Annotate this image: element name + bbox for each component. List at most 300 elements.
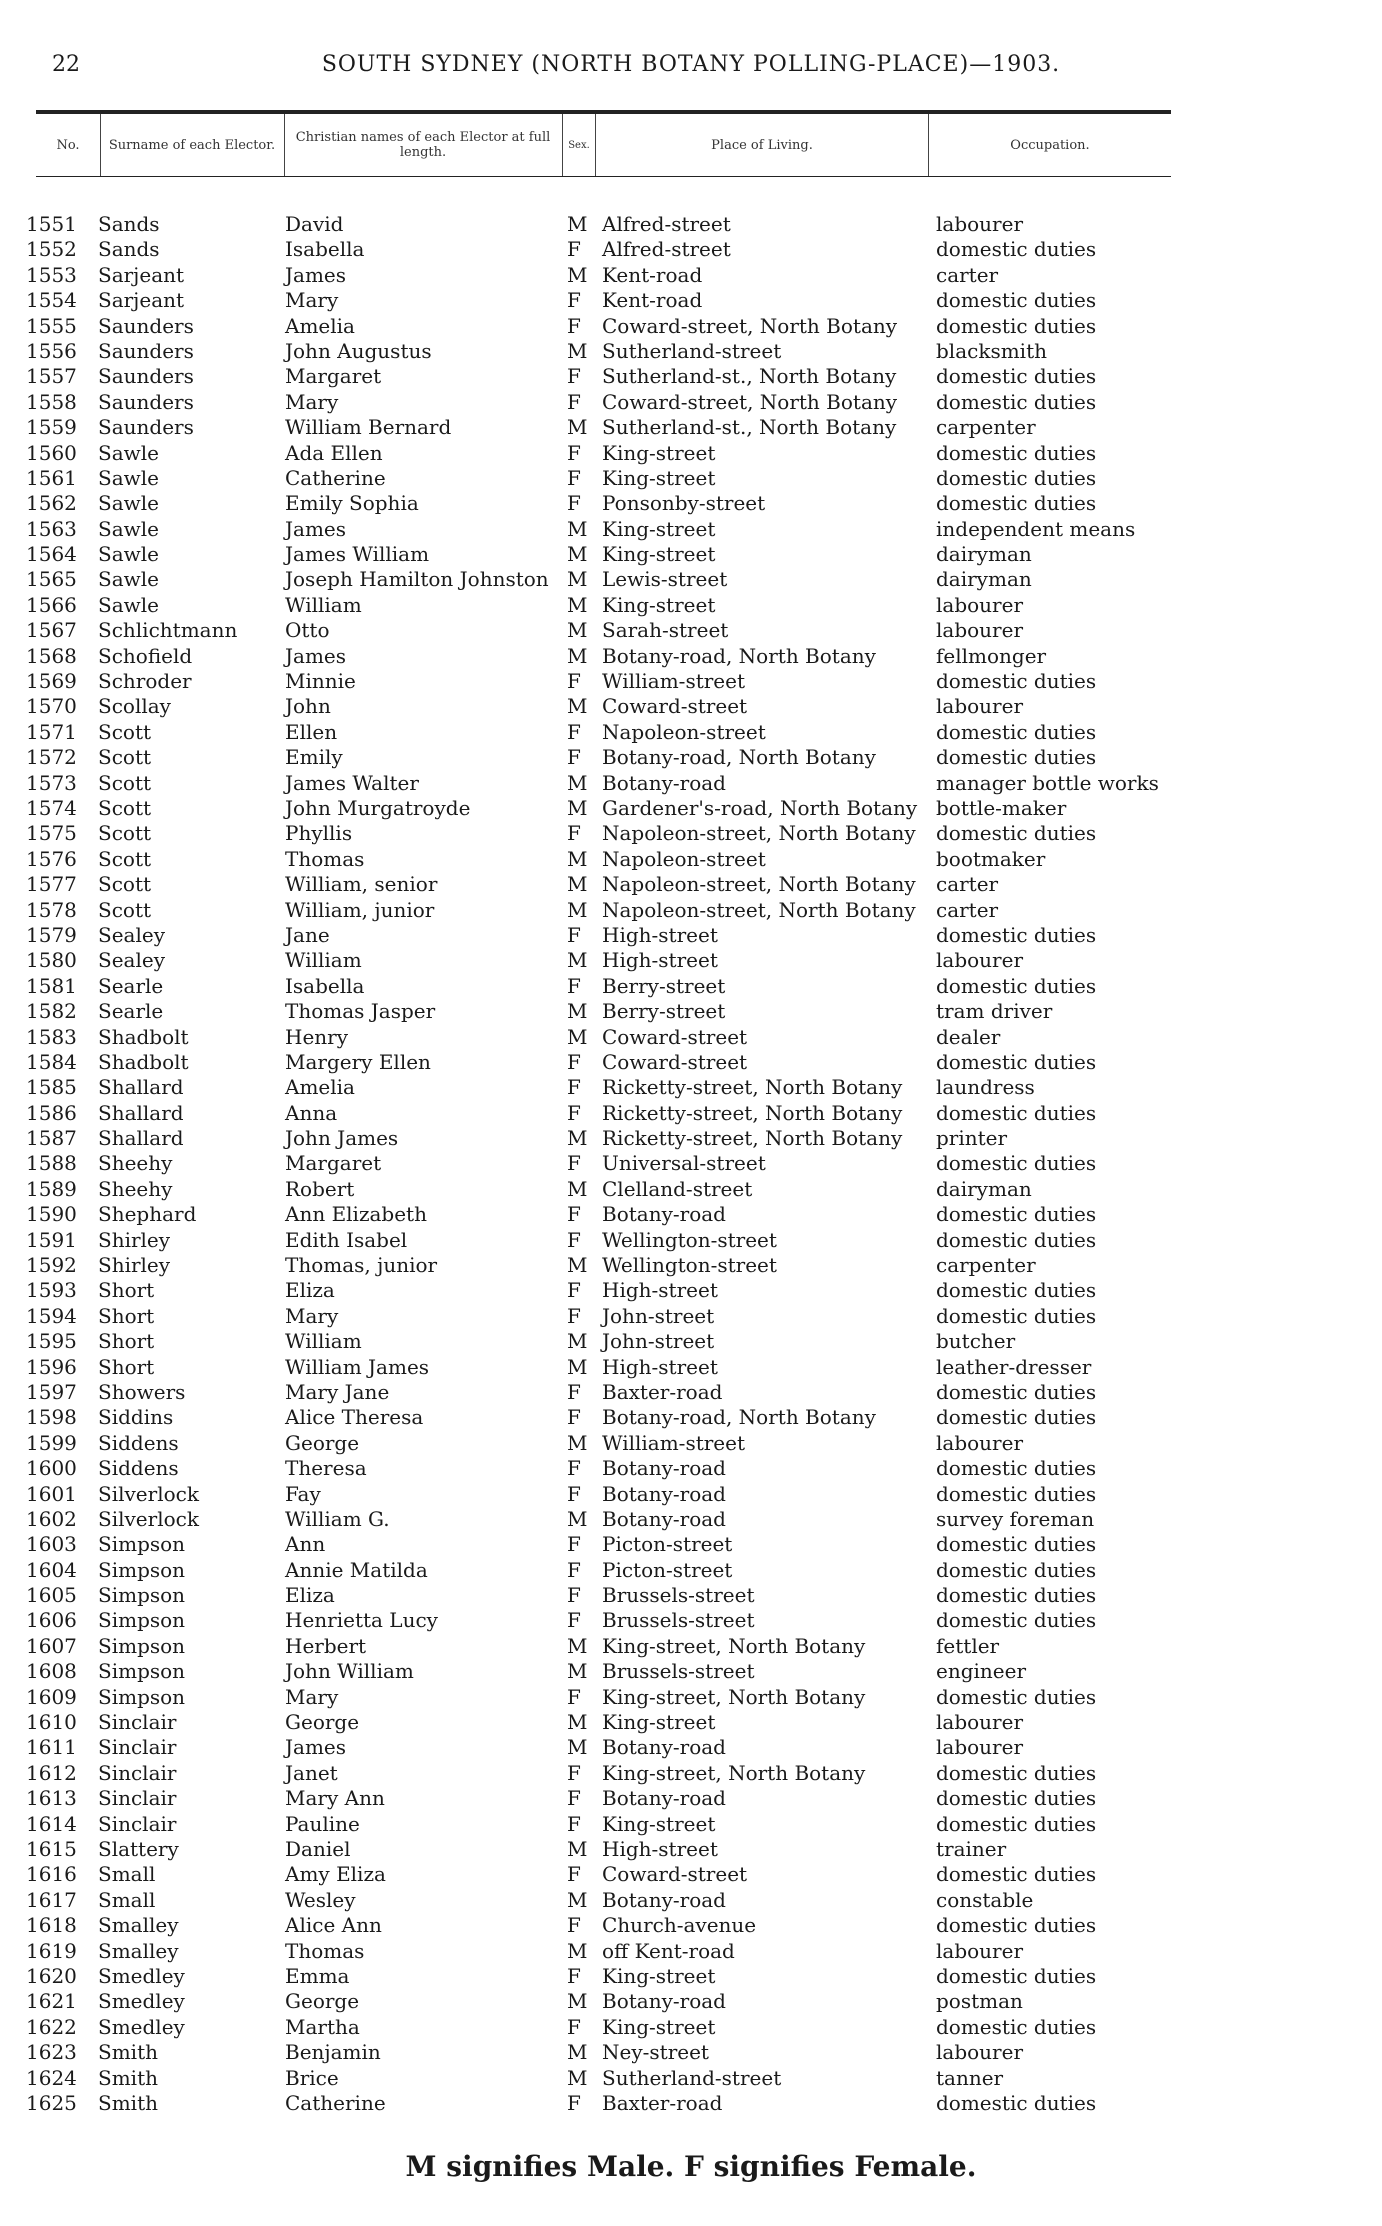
place-of-living: Picton-street xyxy=(602,1557,733,1582)
surname: Searle xyxy=(98,999,164,1024)
christian-names: Theresa xyxy=(285,1456,367,1481)
table-row xyxy=(0,1075,1382,1100)
sex: F xyxy=(567,1405,581,1430)
christian-names: Henry xyxy=(285,1024,349,1049)
sex: F xyxy=(567,1684,581,1709)
occupation: labourer xyxy=(936,1938,1024,1963)
place-of-living: Napoleon-street, North Botany xyxy=(602,872,916,897)
place-of-living: Botany-road xyxy=(602,1506,726,1531)
place-of-living: Sutherland-st., North Botany xyxy=(602,364,897,389)
christian-names: Robert xyxy=(285,1176,355,1201)
table-row xyxy=(0,1685,1382,1710)
elector-number: 1592 xyxy=(26,1253,77,1278)
occupation: carpenter xyxy=(936,1253,1036,1278)
surname: Sealey xyxy=(98,948,165,973)
sex: M xyxy=(567,542,588,567)
place-of-living: Napoleon-street, North Botany xyxy=(602,897,916,922)
sex: M xyxy=(567,999,588,1024)
place-of-living: Sutherland-street xyxy=(602,2065,782,2090)
surname: Sawle xyxy=(98,465,159,490)
table-row xyxy=(0,898,1382,923)
sex: M xyxy=(567,1989,588,2014)
elector-number: 1595 xyxy=(26,1329,77,1354)
table-row xyxy=(0,1482,1382,1507)
elector-number: 1612 xyxy=(26,1760,77,1785)
table-row xyxy=(0,466,1382,491)
table-row xyxy=(0,669,1382,694)
sex: M xyxy=(567,516,588,541)
sex: M xyxy=(567,795,588,820)
table-row xyxy=(0,923,1382,948)
occupation: domestic duties xyxy=(936,1227,1097,1252)
sex: F xyxy=(567,364,581,389)
place-of-living: King-street xyxy=(602,1710,716,1735)
christian-names: Mary xyxy=(285,288,339,313)
surname: Siddens xyxy=(98,1456,179,1481)
place-of-living: Clelland-street xyxy=(602,1176,753,1201)
occupation: blacksmith xyxy=(936,338,1047,363)
occupation: domestic duties xyxy=(936,1786,1097,1811)
christian-names: Ann xyxy=(285,1532,326,1557)
place-of-living: King-street xyxy=(602,592,716,617)
occupation: domestic duties xyxy=(936,745,1097,770)
sex: F xyxy=(567,1608,581,1633)
christian-names: Thomas, junior xyxy=(285,1253,438,1278)
occupation: carter xyxy=(936,262,999,287)
place-of-living: High-street xyxy=(602,922,718,947)
elector-number: 1558 xyxy=(26,389,77,414)
elector-number: 1551 xyxy=(26,212,77,236)
occupation: dealer xyxy=(936,1024,1001,1049)
christian-names: Mary xyxy=(285,1684,339,1709)
place-of-living: King-street xyxy=(602,440,716,465)
table-row xyxy=(0,2040,1382,2065)
table-row xyxy=(0,1964,1382,1989)
sex: F xyxy=(567,1202,581,1227)
place-of-living: Wellington-street xyxy=(602,1227,777,1252)
surname: Sands xyxy=(98,237,160,262)
occupation: manager bottle works xyxy=(936,770,1159,795)
elector-number: 1603 xyxy=(26,1532,77,1557)
table-row xyxy=(0,1939,1382,1964)
occupation: engineer xyxy=(936,1659,1027,1684)
occupation: domestic duties xyxy=(936,1608,1097,1633)
place-of-living: King-street, North Botany xyxy=(602,1684,866,1709)
occupation: domestic duties xyxy=(936,922,1097,947)
place-of-living: Berry-street xyxy=(602,999,726,1024)
surname: Smedley xyxy=(98,2014,185,2039)
occupation: labourer xyxy=(936,1430,1024,1455)
elector-number: 1625 xyxy=(26,2090,77,2115)
surname: Saunders xyxy=(98,313,194,338)
elector-number: 1556 xyxy=(26,338,77,363)
occupation: postman xyxy=(936,1989,1023,2014)
table-row xyxy=(0,1050,1382,1075)
christian-names: Fay xyxy=(285,1481,321,1506)
occupation: dairyman xyxy=(936,567,1032,592)
surname: Short xyxy=(98,1354,155,1379)
page-number: 22 xyxy=(52,52,80,77)
occupation: printer xyxy=(936,1126,1008,1151)
sex: M xyxy=(567,1938,588,1963)
occupation: fettler xyxy=(936,1633,1000,1658)
christian-names: Thomas xyxy=(285,846,365,871)
christian-names: Margaret xyxy=(285,1151,382,1176)
place-of-living: Botany-road xyxy=(602,770,726,795)
sex: M xyxy=(567,618,588,643)
surname: Shephard xyxy=(98,1202,197,1227)
place-of-living: Brussels-street xyxy=(602,1608,755,1633)
surname: Scollay xyxy=(98,694,171,719)
christian-names: John Augustus xyxy=(285,338,432,363)
place-of-living: Botany-road xyxy=(602,1202,726,1227)
christian-names: Anna xyxy=(285,1100,338,1125)
occupation: survey foreman xyxy=(936,1506,1095,1531)
table-row xyxy=(0,872,1382,897)
place-of-living: off Kent-road xyxy=(602,1938,735,1963)
surname: Sarjeant xyxy=(98,262,185,287)
elector-number: 1621 xyxy=(26,1989,77,2014)
sex: F xyxy=(567,1862,581,1887)
place-of-living: King-street xyxy=(602,2014,716,2039)
occupation: labourer xyxy=(936,618,1024,643)
elector-number: 1619 xyxy=(26,1938,77,1963)
elector-number: 1606 xyxy=(26,1608,77,1633)
sex: F xyxy=(567,1456,581,1481)
table-row xyxy=(0,1659,1382,1684)
occupation: tanner xyxy=(936,2065,1004,2090)
elector-number: 1566 xyxy=(26,592,77,617)
christian-names: Eliza xyxy=(285,1278,335,1303)
surname: Shirley xyxy=(98,1227,171,1252)
christian-names: Emma xyxy=(285,1963,350,1988)
surname: Sinclair xyxy=(98,1735,177,1760)
christian-names: Thomas Jasper xyxy=(285,999,436,1024)
place-of-living: Napoleon-street xyxy=(602,719,766,744)
table-row xyxy=(0,491,1382,516)
place-of-living: Botany-road xyxy=(602,1735,726,1760)
sex: F xyxy=(567,1583,581,1608)
table-row xyxy=(0,1431,1382,1456)
table-row xyxy=(0,593,1382,618)
surname: Saunders xyxy=(98,338,194,363)
christian-names: William, junior xyxy=(285,897,435,922)
table-row xyxy=(0,618,1382,643)
table-row xyxy=(0,1202,1382,1227)
christian-names: Ann Elizabeth xyxy=(285,1202,427,1227)
elector-number: 1596 xyxy=(26,1354,77,1379)
surname: Sinclair xyxy=(98,1760,177,1785)
place-of-living: Botany-road xyxy=(602,1786,726,1811)
surname: Smedley xyxy=(98,1989,185,2014)
elector-number: 1623 xyxy=(26,2040,77,2065)
sex: F xyxy=(567,821,581,846)
christian-names: Amelia xyxy=(285,313,355,338)
surname: Smedley xyxy=(98,1963,185,1988)
place-of-living: King-street xyxy=(602,465,716,490)
sex: F xyxy=(567,922,581,947)
occupation: domestic duties xyxy=(936,2014,1097,2039)
place-of-living: Ricketty-street, North Botany xyxy=(602,1126,903,1151)
sex: F xyxy=(567,1481,581,1506)
christian-names: William, senior xyxy=(285,872,438,897)
table-row xyxy=(0,1558,1382,1583)
elector-number: 1607 xyxy=(26,1633,77,1658)
occupation: labourer xyxy=(936,948,1024,973)
table-row xyxy=(0,821,1382,846)
table-row xyxy=(0,441,1382,466)
occupation: carpenter xyxy=(936,415,1036,440)
elector-number: 1561 xyxy=(26,465,77,490)
sex: M xyxy=(567,643,588,668)
elector-number: 1594 xyxy=(26,1303,77,1328)
table-row xyxy=(0,1177,1382,1202)
surname: Scott xyxy=(98,719,152,744)
christian-names: John xyxy=(285,694,331,719)
christian-names: Edith Isabel xyxy=(285,1227,408,1252)
table-row xyxy=(0,2015,1382,2040)
sex: M xyxy=(567,1329,588,1354)
christian-names: Benjamin xyxy=(285,2040,381,2065)
occupation: independent means xyxy=(936,516,1136,541)
occupation: domestic duties xyxy=(936,1963,1097,1988)
place-of-living: John-street xyxy=(602,1329,715,1354)
occupation: domestic duties xyxy=(936,821,1097,846)
christian-names: Joseph Hamilton Johnston xyxy=(285,567,549,592)
elector-number: 1622 xyxy=(26,2014,77,2039)
elector-number: 1553 xyxy=(26,262,77,287)
christian-names: John William xyxy=(285,1659,414,1684)
sex: F xyxy=(567,669,581,694)
surname: Sinclair xyxy=(98,1811,177,1836)
sex: F xyxy=(567,1811,581,1836)
occupation: domestic duties xyxy=(936,237,1097,262)
table-row xyxy=(0,1228,1382,1253)
sex: M xyxy=(567,1430,588,1455)
elector-number: 1605 xyxy=(26,1583,77,1608)
header-bottom-rule xyxy=(36,176,1171,177)
surname: Sawle xyxy=(98,592,159,617)
christian-names: Brice xyxy=(285,2065,339,2090)
elector-number: 1563 xyxy=(26,516,77,541)
table-row xyxy=(0,1025,1382,1050)
place-of-living: High-street xyxy=(602,1354,718,1379)
table-row xyxy=(0,237,1382,262)
place-of-living: Kent-road xyxy=(602,288,703,313)
place-of-living: King-street xyxy=(602,1811,716,1836)
christian-names: William xyxy=(285,592,362,617)
elector-number: 1573 xyxy=(26,770,77,795)
surname: Simpson xyxy=(98,1557,186,1582)
sex: M xyxy=(567,1506,588,1531)
table-row xyxy=(0,1989,1382,2014)
elector-number: 1615 xyxy=(26,1837,77,1861)
christian-names: James Walter xyxy=(285,770,419,795)
place-of-living: Church-avenue xyxy=(602,1913,757,1938)
table-row xyxy=(0,1278,1382,1303)
surname: Shallard xyxy=(98,1126,184,1151)
surname: Smith xyxy=(98,2040,158,2065)
table-row xyxy=(0,1304,1382,1329)
surname: Small xyxy=(98,1887,156,1912)
christian-names: James xyxy=(285,643,347,668)
column-divider xyxy=(928,114,929,176)
table-row xyxy=(0,745,1382,770)
table-row xyxy=(0,1786,1382,1811)
place-of-living: Napoleon-street, North Botany xyxy=(602,821,916,846)
elector-number: 1580 xyxy=(26,948,77,973)
surname: Schroder xyxy=(98,669,192,694)
elector-number: 1620 xyxy=(26,1963,77,1988)
table-row xyxy=(0,364,1382,389)
elector-number: 1574 xyxy=(26,795,77,820)
sex: F xyxy=(567,719,581,744)
christian-names: Eliza xyxy=(285,1583,335,1608)
elector-number: 1611 xyxy=(26,1735,77,1760)
christian-names: David xyxy=(285,212,344,236)
sex: F xyxy=(567,440,581,465)
place-of-living: Gardener's-road, North Botany xyxy=(602,795,918,820)
sex: F xyxy=(567,1557,581,1582)
occupation: domestic duties xyxy=(936,491,1097,516)
surname: Showers xyxy=(98,1379,186,1404)
elector-number: 1581 xyxy=(26,973,77,998)
elector-number: 1602 xyxy=(26,1506,77,1531)
christian-names: Henrietta Lucy xyxy=(285,1608,438,1633)
christian-names: Emily Sophia xyxy=(285,491,419,516)
elector-number: 1575 xyxy=(26,821,77,846)
table-row xyxy=(0,1405,1382,1430)
christian-names: Isabella xyxy=(285,973,365,998)
elector-number: 1624 xyxy=(26,2065,77,2090)
occupation: labourer xyxy=(936,1735,1024,1760)
sex: F xyxy=(567,1278,581,1303)
surname: Scott xyxy=(98,821,152,846)
table-row xyxy=(0,694,1382,719)
elector-number: 1600 xyxy=(26,1456,77,1481)
place-of-living: Universal-street xyxy=(602,1151,766,1176)
table-row xyxy=(0,1532,1382,1557)
table-row xyxy=(0,974,1382,999)
place-of-living: Ricketty-street, North Botany xyxy=(602,1075,903,1100)
christian-names: Margery Ellen xyxy=(285,1049,431,1074)
place-of-living: Coward-street xyxy=(602,1862,748,1887)
sex: M xyxy=(567,338,588,363)
christian-names: Amy Eliza xyxy=(285,1862,386,1887)
christian-names: Ellen xyxy=(285,719,338,744)
elector-number: 1576 xyxy=(26,846,77,871)
table-row xyxy=(0,1862,1382,1887)
column-divider xyxy=(284,114,285,176)
christian-names: George xyxy=(285,1710,360,1735)
sex: M xyxy=(567,1253,588,1278)
elector-number: 1613 xyxy=(26,1786,77,1811)
occupation: labourer xyxy=(936,1710,1024,1735)
occupation: domestic duties xyxy=(936,1049,1097,1074)
place-of-living: Botany-road, North Botany xyxy=(602,1405,876,1430)
christian-names: Martha xyxy=(285,2014,360,2039)
surname: Sawle xyxy=(98,440,159,465)
place-of-living: Sutherland-street xyxy=(602,338,782,363)
place-of-living: King-street, North Botany xyxy=(602,1633,866,1658)
header-occupation: Occupation. xyxy=(1010,137,1090,153)
table-row xyxy=(0,567,1382,592)
elector-number: 1587 xyxy=(26,1126,77,1151)
surname: Smith xyxy=(98,2065,158,2090)
elector-number: 1586 xyxy=(26,1100,77,1125)
elector-number: 1584 xyxy=(26,1049,77,1074)
sex: F xyxy=(567,1786,581,1811)
surname: Sarjeant xyxy=(98,288,185,313)
place-of-living: John-street xyxy=(602,1303,715,1328)
surname: Smalley xyxy=(98,1938,179,1963)
table-row xyxy=(0,1634,1382,1659)
christian-names: George xyxy=(285,1989,360,2014)
occupation: domestic duties xyxy=(936,719,1097,744)
christian-names: John James xyxy=(285,1126,399,1151)
elector-number: 1597 xyxy=(26,1379,77,1404)
place-of-living: Brussels-street xyxy=(602,1583,755,1608)
elector-number: 1590 xyxy=(26,1202,77,1227)
surname: Siddins xyxy=(98,1405,174,1430)
christian-names: Janet xyxy=(285,1760,338,1785)
elector-number: 1555 xyxy=(26,313,77,338)
occupation: domestic duties xyxy=(936,1862,1097,1887)
sex: F xyxy=(567,1913,581,1938)
elector-number: 1614 xyxy=(26,1811,77,1836)
place-of-living: William-street xyxy=(602,1430,746,1455)
occupation: labourer xyxy=(936,2040,1024,2065)
surname: Smalley xyxy=(98,1913,179,1938)
table-row xyxy=(0,1888,1382,1913)
christian-names: Catherine xyxy=(285,2090,386,2115)
christian-names: Mary Jane xyxy=(285,1379,390,1404)
surname: Sheehy xyxy=(98,1151,173,1176)
place-of-living: William-street xyxy=(602,669,746,694)
occupation: labourer xyxy=(936,694,1024,719)
table-row xyxy=(0,1355,1382,1380)
table-row xyxy=(0,415,1382,440)
surname: Short xyxy=(98,1303,155,1328)
christian-names: Emily xyxy=(285,745,343,770)
table-row xyxy=(0,339,1382,364)
sex: M xyxy=(567,1710,588,1735)
surname: Sinclair xyxy=(98,1786,177,1811)
occupation: carter xyxy=(936,897,999,922)
place-of-living: Baxter-road xyxy=(602,1379,723,1404)
place-of-living: Botany-road xyxy=(602,1456,726,1481)
occupation: domestic duties xyxy=(936,1100,1097,1125)
sex: M xyxy=(567,567,588,592)
sex: M xyxy=(567,1354,588,1379)
surname: Scott xyxy=(98,795,152,820)
sex: M xyxy=(567,2040,588,2065)
table-row xyxy=(0,999,1382,1024)
table-row xyxy=(0,1507,1382,1532)
elector-number: 1608 xyxy=(26,1659,77,1684)
occupation: domestic duties xyxy=(936,288,1097,313)
surname: Sealey xyxy=(98,922,165,947)
surname: Sinclair xyxy=(98,1710,177,1735)
surname: Simpson xyxy=(98,1532,186,1557)
table-row xyxy=(0,796,1382,821)
elector-number: 1588 xyxy=(26,1151,77,1176)
table-row xyxy=(0,288,1382,313)
table-row xyxy=(0,517,1382,542)
christian-names: James xyxy=(285,516,347,541)
table-row xyxy=(0,542,1382,567)
sex: F xyxy=(567,1227,581,1252)
